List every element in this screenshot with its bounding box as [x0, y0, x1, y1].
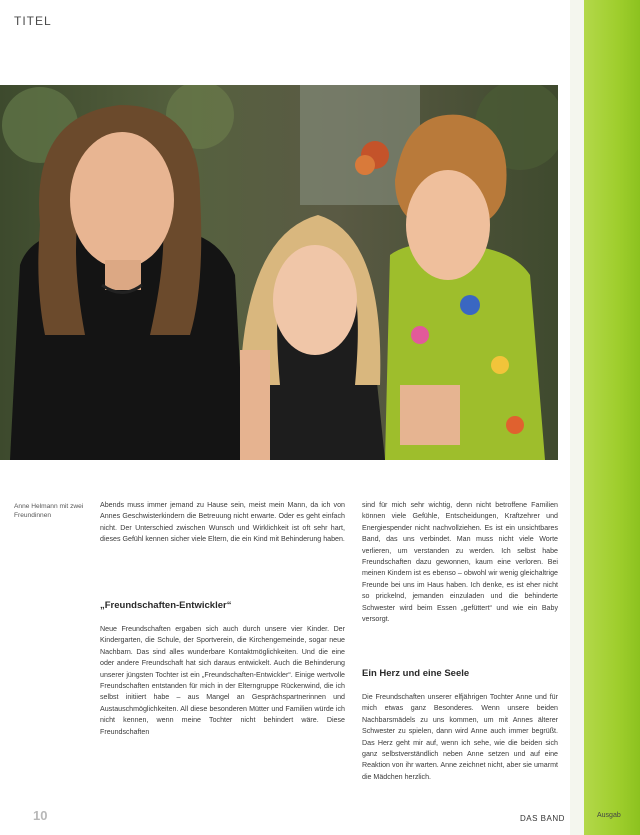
article-column-2-intro — [362, 500, 558, 625]
article-photo — [0, 85, 558, 460]
article-column-1-body — [100, 600, 345, 738]
article-column-2-body — [362, 668, 558, 783]
side-footer-text: Ausgab — [597, 812, 621, 819]
subheading: Ein Herz und eine Seele — [362, 668, 470, 679]
photo-caption: Anne Helmann mit zwei Freundinnen — [14, 503, 84, 519]
paragraph: Abends muss immer jemand zu Hause sein, meist mein Mann, da ich von Annes Geschwisterkindern die Betreuung nicht erwarte. Oder es geht einfach nicht. Der Unterschied zwischen Wunsch und Wirklichkeit ist oft sehr hart, dieses Gefühl kennen sicher viele Eltern, die ein Kind mit Behinderung haben. — [100, 501, 345, 544]
green-side-strip — [584, 0, 640, 835]
magazine-name: DAS BAND — [520, 814, 565, 823]
article-column-1-intro — [100, 500, 345, 546]
paragraph: sind für mich sehr wichtig, denn nicht betroffene Familien können viele Gefühle, Entscheidungen, Kraftzehrer und Energiespender nicht nachvollziehen. Es ist ein unsichtbares Band, das uns verbindet. Man muss nicht viele Worte verlieren, um verstanden zu werden. Ich selbst habe Freundschaften dazu gewonnen, kaum eine verloren. Bei meinen Kindern ist es ebenso – obwohl wir wenig gleichaltrige Freunde bei uns im Haus haben. Ich denke, es ist eher nicht so prickelnd, jemanden einzuladen und die behinderte Schwester wird beim Essen „gefüttert“ und wie ein Baby versorgt. — [362, 501, 558, 624]
paragraph: Neue Freundschaften ergaben sich auch durch unsere vier Kinder. Der Kindergarten, die Schule, der Sportverein, die Kirchengemeinde, sogar neue Nachbarn. Das sind alles wunderbare Kontaktmöglichkeiten. Und die eine oder andere Freundschaft hat sich daraus entwickelt. Auch die Behinderung unserer jüngsten Tochter ist ein „Freundschaften-Entwickler“. Einige wertvolle Freundschaften entstanden für mich in der Elterngruppe Rückenwind, die ich selbst initiiert habe – aus Mangel an Gesprächspartnerinnen und Austauschmöglichkeiten. All diese besonderen Mütter und Familien würde ich nicht kennen, wenn meine Tochter nicht behindert wäre. Diese Freundschaften — [100, 625, 345, 736]
photo-illustration — [0, 85, 558, 460]
page-gutter — [570, 0, 584, 835]
page-number: 10 — [33, 808, 48, 823]
paragraph: Die Freundschaften unserer elfjährigen Tochter Anne und für mich etwas ganz Besonderes. Wenn unsere beiden Nachbarsmädels zu uns kommen, um mit Annes älterer Schwester zu spielen, dann wird Anne auch immer begrüßt. Das Herz geht mir auf, wenn ich sehe, wie die beiden sich ganz selbstverständlich neben Anne setzen und auf eine Reaktion von ihr warten. Anne zeichnet nicht, aber sie umarmt die Mädchen herzlich. — [362, 693, 558, 781]
section-label: TITEL — [14, 14, 52, 28]
subheading: „Freundschaften-Entwickler“ — [100, 600, 232, 611]
